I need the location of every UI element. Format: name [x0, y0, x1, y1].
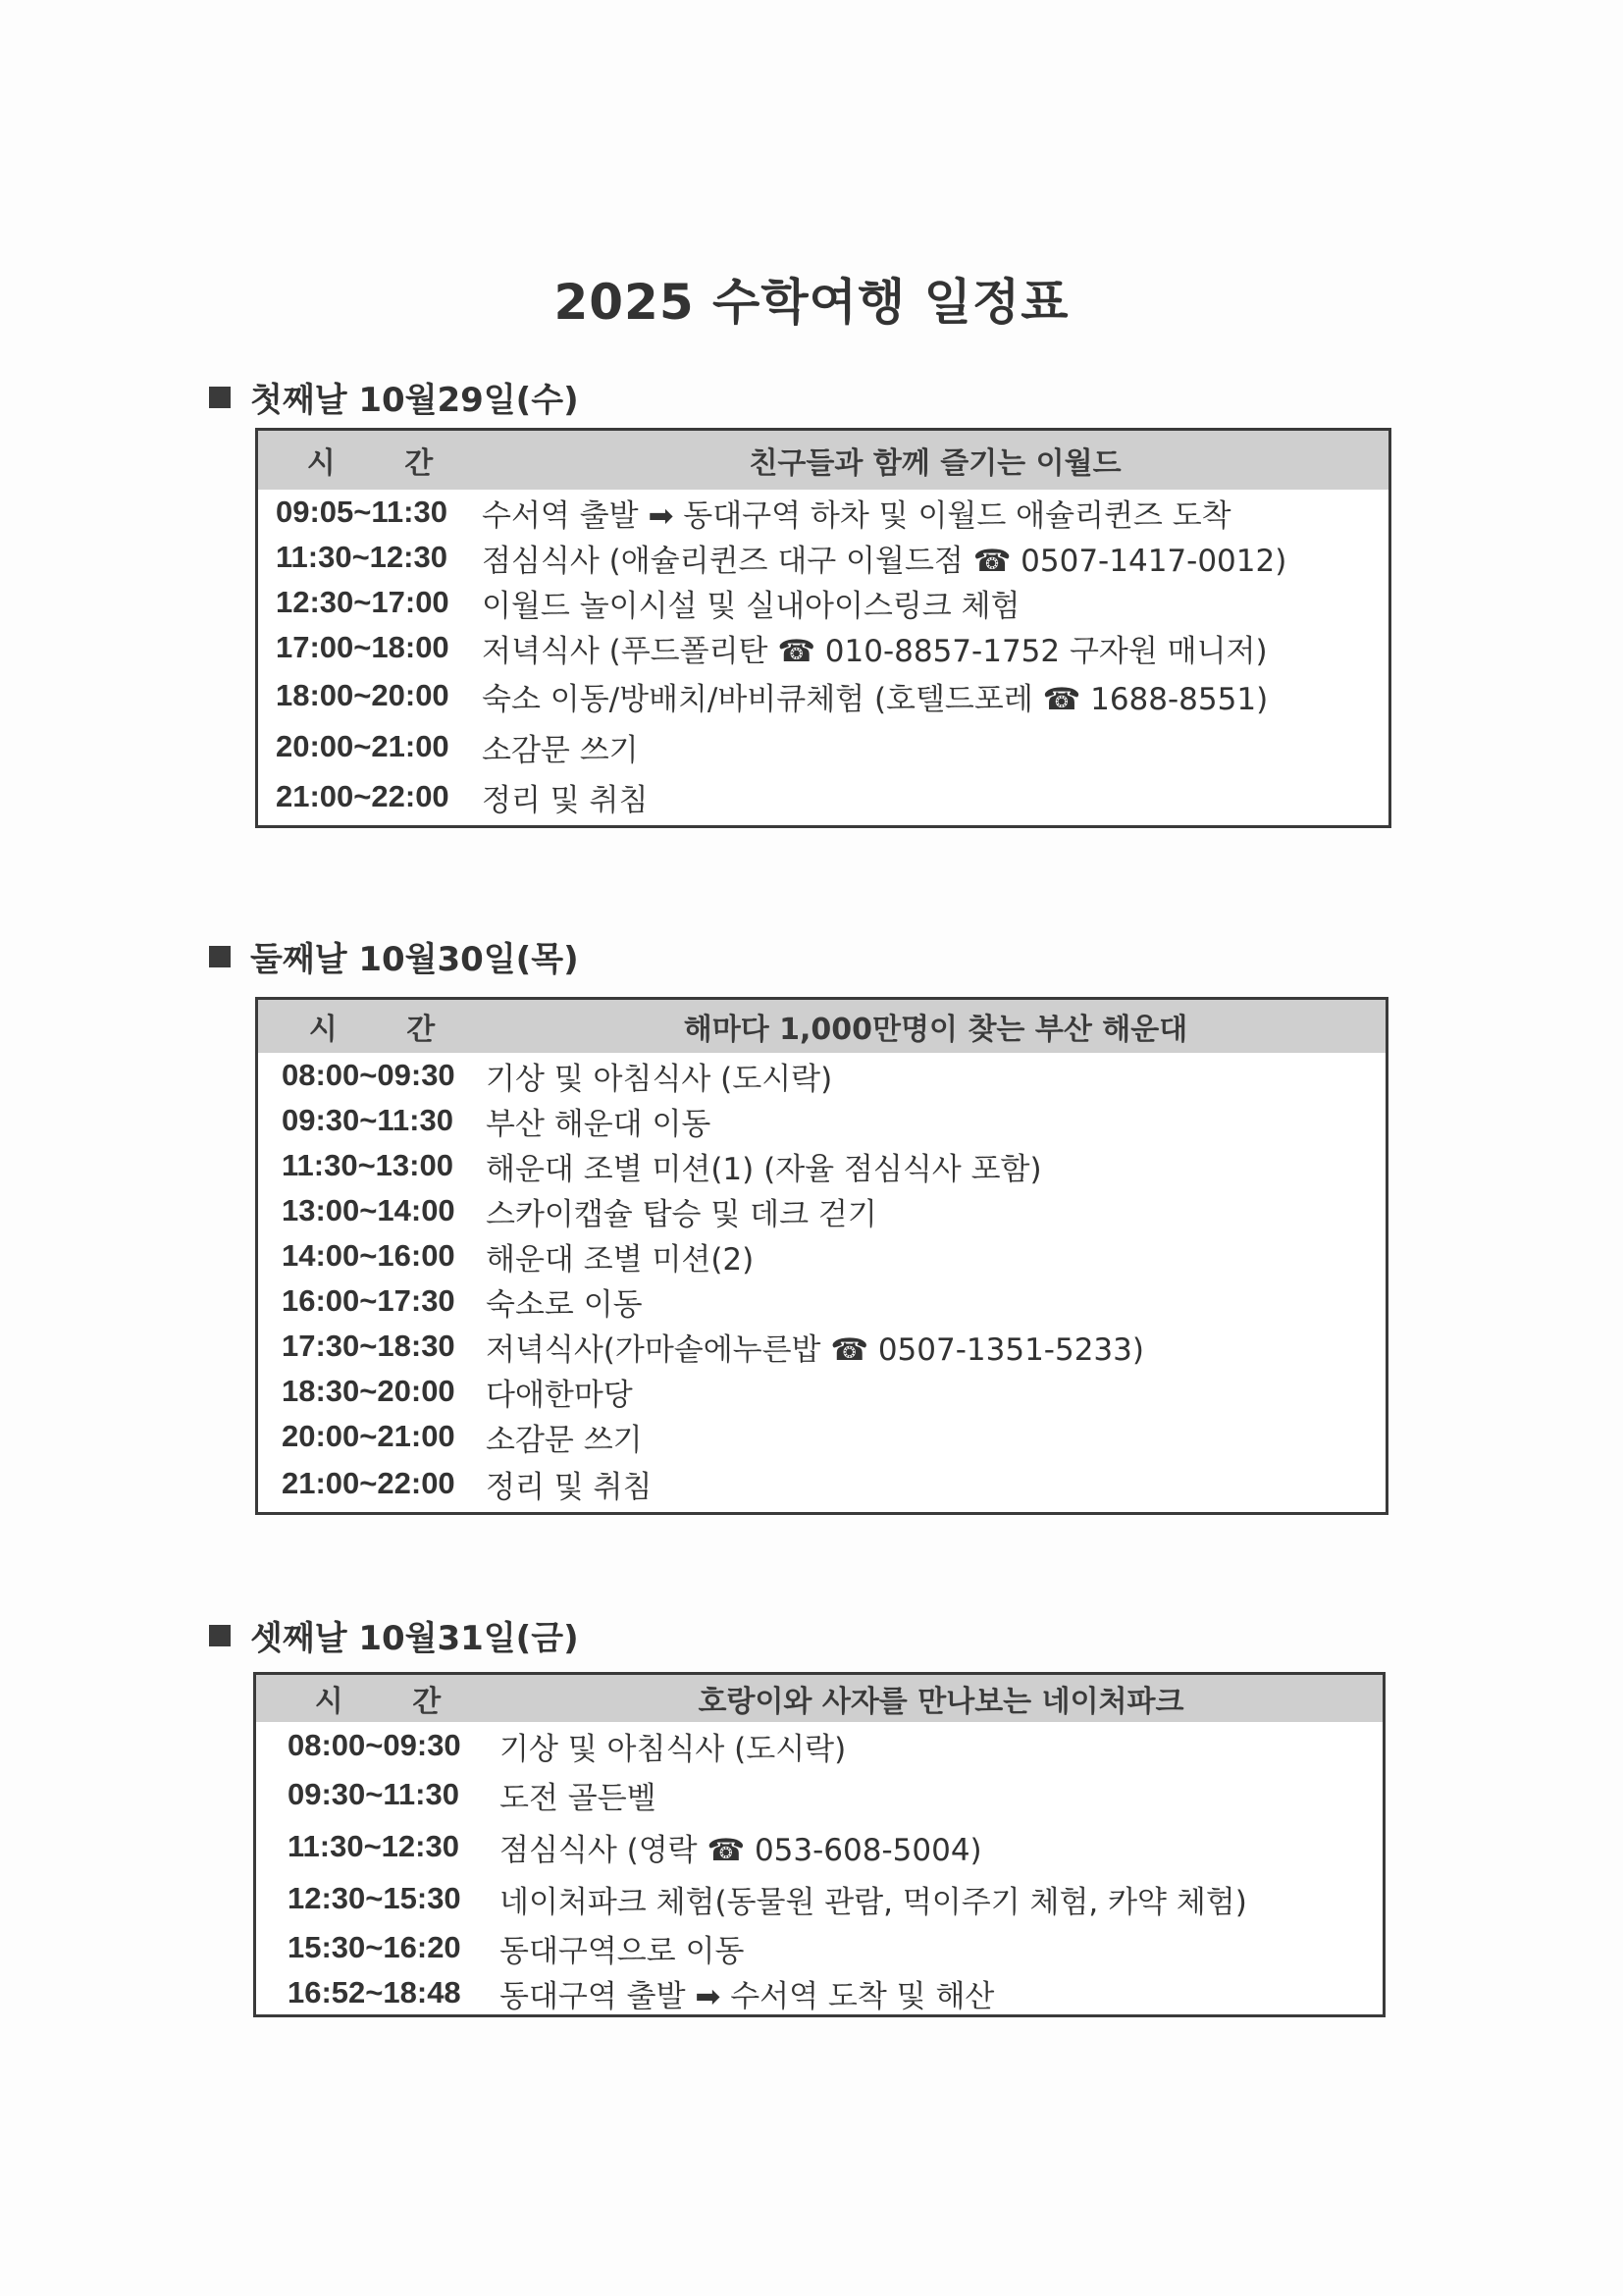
row-time: 18:30~20:00 [282, 1374, 455, 1408]
row-activity: 기상 및 아침식사 (도시락) [499, 1731, 847, 1767]
table-row [258, 1278, 1386, 1324]
row-time: 16:00~17:30 [282, 1283, 455, 1318]
table-row [256, 1722, 1383, 1769]
table-row [258, 1188, 1386, 1233]
row-activity: 스카이캡슐 탑승 및 데크 걷기 [486, 1196, 877, 1232]
table-header [258, 1000, 1386, 1053]
row-activity: 저녁식사(가마솥에누른밥 ☎ 0507-1351-5233) [486, 1331, 1144, 1368]
row-activity: 도전 골든벨 [499, 1780, 656, 1816]
row-activity: 정리 및 취침 [486, 1469, 653, 1505]
row-activity: 해운대 조별 미션(2) [486, 1241, 755, 1278]
time-column-header: 시 간 [314, 1685, 471, 1719]
table-row [258, 490, 1388, 535]
row-time: 15:30~16:20 [288, 1930, 461, 1964]
row-activity: 숙소 이동/방배치/바비큐체험 (호텔드포레 ☎ 1688-8551) [482, 681, 1269, 717]
row-activity: 정리 및 취침 [482, 782, 649, 818]
square-bullet-icon [209, 387, 231, 408]
day2-heading-text: 둘째날 10월30일(목) [250, 940, 579, 979]
table-row [256, 1924, 1383, 1971]
row-activity: 기상 및 아침식사 (도시락) [486, 1061, 833, 1097]
row-time: 08:00~09:30 [288, 1728, 461, 1762]
square-bullet-icon [209, 946, 231, 967]
table-row [258, 1098, 1386, 1143]
row-time: 12:30~17:00 [276, 585, 449, 619]
day3-heading [209, 1611, 579, 1659]
row-activity: 소감문 쓰기 [486, 1422, 643, 1458]
table-row [258, 721, 1388, 772]
row-time: 21:00~22:00 [282, 1466, 455, 1500]
table-row [258, 1369, 1386, 1414]
table-row [258, 772, 1388, 821]
row-time: 17:30~18:30 [282, 1329, 455, 1363]
day3-schedule-table [253, 1672, 1386, 2017]
theme-column-header: 해마다 1,000만명이 찾는 부산 해운대 [683, 1013, 1188, 1047]
row-time: 11:30~12:30 [288, 1829, 459, 1863]
row-activity: 다애한마당 [486, 1377, 633, 1413]
row-activity: 부산 해운대 이동 [486, 1106, 711, 1142]
table-row [258, 1324, 1386, 1369]
row-activity: 해운대 조별 미션(1) (자율 점심식사 포함) [486, 1151, 1042, 1187]
row-time: 11:30~13:00 [282, 1148, 453, 1182]
table-row [256, 1769, 1383, 1820]
row-time: 16:52~18:48 [288, 1975, 461, 2009]
table-row [256, 1971, 1383, 2014]
row-time: 20:00~21:00 [276, 729, 449, 763]
theme-column-header: 친구들과 함께 즐기는 이월드 [749, 446, 1122, 481]
row-time: 12:30~15:30 [288, 1881, 461, 1915]
square-bullet-icon [209, 1625, 231, 1646]
row-activity: 수서역 출발 ➡ 동대구역 하차 및 이월드 애슐리퀸즈 도착 [482, 497, 1231, 534]
row-activity: 동대구역 출발 ➡ 수서역 도착 및 해산 [499, 1978, 995, 2014]
row-time: 18:00~20:00 [276, 678, 449, 712]
row-time: 17:00~18:00 [276, 630, 449, 664]
row-time: 13:00~14:00 [282, 1193, 455, 1227]
table-row [256, 1820, 1383, 1873]
row-time: 14:00~16:00 [282, 1238, 455, 1273]
day2-schedule-table [255, 997, 1388, 1515]
table-row [258, 670, 1388, 721]
row-time: 09:30~11:30 [282, 1103, 453, 1137]
day1-heading [209, 373, 579, 421]
table-row [258, 1233, 1386, 1278]
row-time: 21:00~22:00 [276, 779, 449, 813]
table-row [258, 1414, 1386, 1459]
row-activity: 점심식사 (애슐리퀸즈 대구 이월드점 ☎ 0507-1417-0012) [482, 543, 1287, 579]
row-activity: 소감문 쓰기 [482, 732, 639, 768]
table-row [258, 1053, 1386, 1098]
table-header [258, 431, 1388, 490]
row-activity: 점심식사 (영락 ☎ 053-608-5004) [499, 1832, 982, 1868]
row-time: 20:00~21:00 [282, 1419, 455, 1453]
day2-heading [209, 932, 579, 980]
row-activity: 네이처파크 체험(동물원 관람, 먹이주기 체험, 카약 체험) [499, 1884, 1247, 1920]
row-time: 08:00~09:30 [282, 1058, 455, 1092]
day1-heading-text: 첫째날 10월29일(수) [250, 381, 579, 420]
day3-heading-text: 셋째날 10월31일(금) [250, 1619, 579, 1658]
table-row [258, 625, 1388, 670]
row-activity: 이월드 놀이시설 및 실내아이스링크 체험 [482, 588, 1021, 624]
table-header [256, 1675, 1383, 1722]
table-row [258, 535, 1388, 580]
table-row [258, 1143, 1386, 1188]
table-row [256, 1873, 1383, 1924]
row-time: 09:30~11:30 [288, 1777, 459, 1811]
table-row [258, 580, 1388, 625]
page-title: 2025 수학여행 일정표 [553, 274, 1070, 331]
row-activity: 저녁식사 (푸드폴리탄 ☎ 010-8857-1752 구자원 매니저) [482, 633, 1268, 669]
row-activity: 동대구역으로 이동 [499, 1933, 745, 1969]
time-column-header: 시 간 [306, 446, 463, 481]
row-activity: 숙소로 이동 [486, 1286, 643, 1323]
day1-schedule-table [255, 428, 1391, 828]
row-time: 11:30~12:30 [276, 540, 447, 574]
row-time: 09:05~11:30 [276, 495, 447, 529]
theme-column-header: 호랑이와 사자를 만나보는 네이처파크 [698, 1685, 1184, 1719]
time-column-header: 시 간 [308, 1013, 465, 1047]
table-row [258, 1459, 1386, 1508]
